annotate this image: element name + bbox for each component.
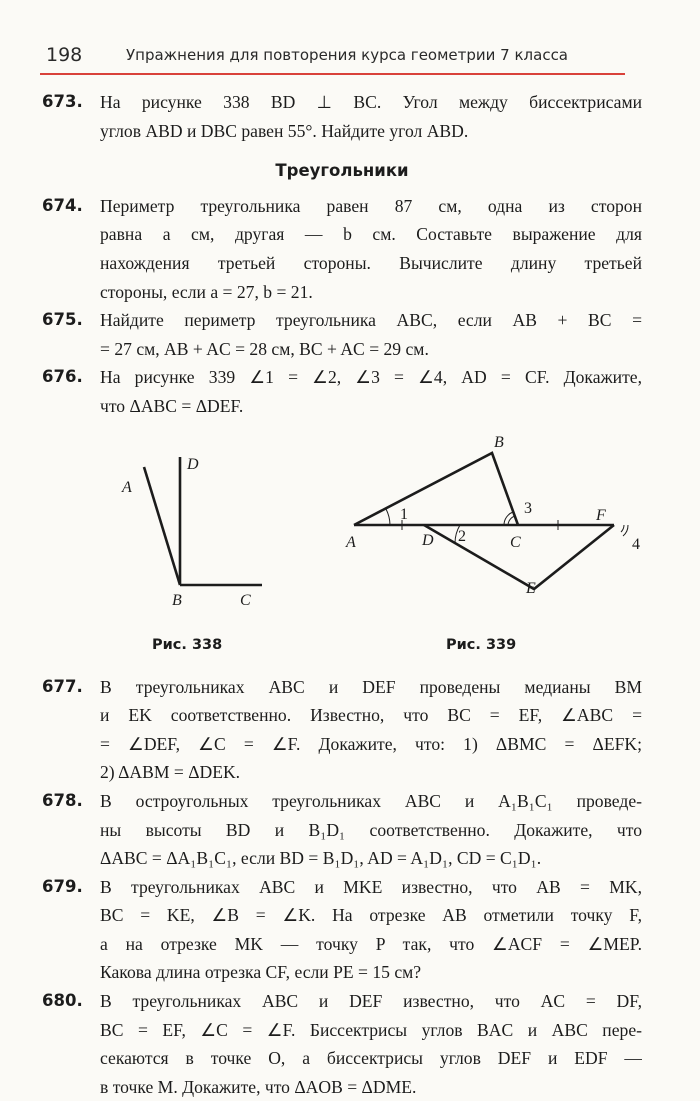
exercise-text (100, 88, 642, 145)
text-line: Периметр треугольника равен 87 см, одна из сторон (100, 195, 642, 216)
figure-338-caption: Рис. 338 (152, 636, 223, 653)
figures-block (42, 423, 642, 673)
label-angle-3: 3 (524, 499, 532, 517)
text-line: секаются в точке O, а биссектрисы углов DEF и EDF — (100, 1048, 642, 1069)
text-line: Какова длина отрезка CF, если PE = 15 см? (100, 962, 422, 983)
label-e: E (526, 579, 536, 595)
label-a: A (346, 533, 356, 551)
text-line: углов ABD и DBC равен 55°. Найдите угол ABD. (100, 120, 469, 141)
page-number: 198 (46, 44, 83, 66)
label-f: F (596, 506, 606, 524)
text-line: стороны, если a = 27, b = 21. (100, 281, 313, 302)
exercise-679 (42, 873, 642, 987)
figure-339-caption: Рис. 339 (446, 636, 517, 653)
text-line: BC = KE, ∠B = ∠K. На отрезке AB отметили точку F, (100, 905, 642, 926)
label-angle-2: 2 (458, 527, 466, 545)
text-line: что ΔABC = ΔDEF. (100, 395, 244, 416)
text-line: нахождения третьей стороны. Вычислите длину третьей (100, 252, 642, 273)
exercise-number: 674. (42, 195, 83, 215)
text-line: ны высоты BD и B₁D₁ соответственно. Докажите, что (100, 819, 642, 840)
exercise-number: 679. (42, 876, 83, 896)
exercise-680 (42, 987, 642, 1101)
exercise-text (100, 987, 642, 1101)
page-content (42, 88, 642, 1101)
header-rule (40, 73, 625, 75)
label-a: A (122, 478, 132, 496)
exercise-text (100, 192, 642, 306)
text-line: На рисунке 338 BD ⊥ BC. Угол между биссектрисами (100, 92, 642, 112)
text-line: В треугольниках ABC и DEF известно, что AC = DF, (100, 991, 642, 1012)
exercise-text (100, 363, 642, 420)
ray-ba (144, 467, 180, 585)
exercise-675 (42, 306, 642, 363)
text-line: = ∠DEF, ∠C = ∠F. Докажите, что: 1) ΔBMC = ΔEFK; (100, 733, 642, 754)
exercise-text (100, 873, 642, 987)
text-line: В треугольниках ABC и MKE известно, что AB = MK, (100, 876, 642, 897)
text-line: ΔABC = ΔA₁B₁C₁, если BD = B₁D₁, AD = A₁D₁, CD = C₁D₁. (100, 848, 542, 869)
exercise-number: 675. (42, 310, 83, 330)
label-angle-4: 4 (632, 535, 640, 553)
exercise-text (100, 673, 642, 787)
text-line: На рисунке 339 ∠1 = ∠2, ∠3 = ∠4, AD = CF. Докажите, (100, 367, 642, 388)
label-c: C (510, 533, 521, 551)
text-line: В треугольниках ABC и DEF проведены медианы BM (100, 676, 642, 697)
running-title: Упражнения для повторения курса геометрии 7 класса (126, 46, 569, 64)
exercise-text (100, 306, 642, 363)
exercise-676 (42, 363, 642, 420)
exercise-678 (42, 787, 642, 873)
text-line: а на отрезке MK — точку P так, что ∠ACF = ∠MEP. (100, 933, 642, 954)
exercise-number: 678. (42, 790, 83, 810)
exercise-677 (42, 673, 642, 787)
exercise-number: 676. (42, 367, 83, 387)
label-d: D (187, 455, 199, 473)
text-line: и EK соответственно. Известно, что BC = EF, ∠ABC = (100, 705, 642, 726)
exercise-text (100, 787, 642, 873)
triangle-abc (354, 453, 518, 525)
figure-338 (104, 445, 284, 605)
exercise-674 (42, 192, 642, 306)
label-angle-1: 1 (400, 505, 408, 523)
exercise-number: 680. (42, 991, 83, 1011)
section-title: Треугольники (275, 161, 409, 181)
text-line: В остроугольных треугольниках ABC и A₁B₁C₁ проведе- (100, 790, 642, 811)
exercise-number: 673. (42, 92, 83, 111)
angle-1-arc (386, 509, 390, 525)
exercise-673 (42, 88, 642, 145)
label-b: B (494, 433, 504, 451)
text-line: BC = EF, ∠C = ∠F. Биссектрисы углов BAC и ABC пере- (100, 1019, 642, 1040)
exercise-number: 677. (42, 676, 83, 696)
text-line: 2) ΔABM = ΔDEK. (100, 762, 241, 783)
figure-339 (342, 425, 642, 595)
text-line: Найдите периметр треугольника ABC, если AB + BC = (100, 310, 642, 331)
label-d: D (422, 531, 434, 549)
angle-4-arc-inner (621, 525, 624, 532)
label-b: B (172, 591, 182, 605)
page-header (0, 0, 700, 80)
text-line: = 27 см, AB + AC = 28 см, BC + AC = 29 см. (100, 338, 429, 359)
text-line: в точке M. Докажите, что ΔAOB = ΔDME. (100, 1076, 417, 1097)
text-line: равна a см, другая — b см. Составьте выражение для (100, 224, 642, 245)
label-c: C (240, 591, 251, 605)
